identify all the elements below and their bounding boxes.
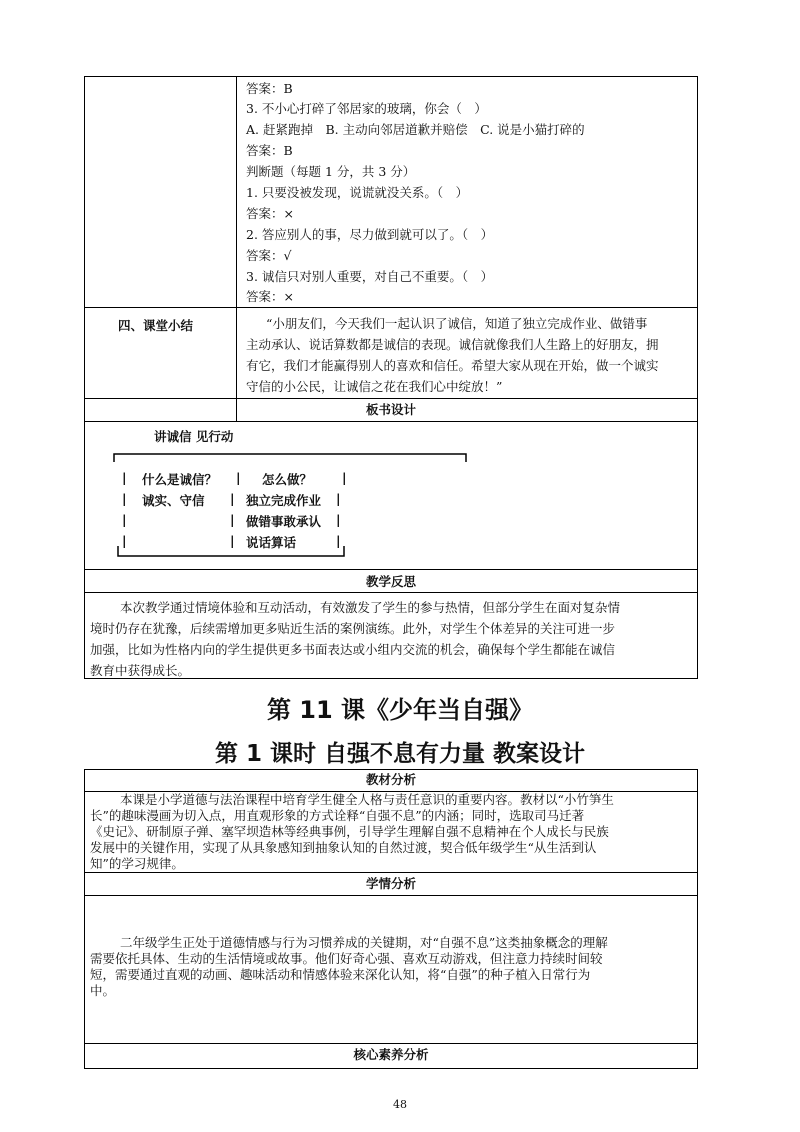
reflection-line: 境时仍存在犹豫，后续需增加更多贴近生活的案例演练。此外，对学生个体差异的关注可进一步: [90, 621, 616, 636]
quiz-line: 2. 答应别人的事，尽力做到就可以了。（ ）: [246, 227, 494, 242]
row-divider-board-header: [84, 398, 698, 399]
page-number: 48: [393, 1098, 407, 1111]
board-bar: |: [236, 470, 241, 485]
quiz-line: 1. 只要没被发现，说谎就没关系。（ ）: [246, 185, 469, 200]
textbook-analysis-line: 长”的趣味漫画为切入点，用直观形象的方式诠释“自强不息”的内涵；同时，选取司马迁著: [90, 808, 585, 823]
reflection-paragraph: [90, 597, 620, 681]
board-bar: |: [230, 533, 235, 548]
quiz-line: 3. 不小心打碎了邻居家的玻璃，你会（ ）: [246, 101, 487, 116]
quiz-line: 判断题（每题 1 分，共 3 分）: [246, 164, 416, 179]
board-bar: |: [122, 512, 127, 527]
board-right-item: 说话算话: [246, 535, 297, 550]
board-right-header: 怎么做？: [262, 472, 313, 487]
quiz-line: 答案：B: [246, 81, 293, 96]
lesson-title: 第 11 课《少年当自强》: [266, 696, 534, 724]
row-divider-summary: [84, 307, 698, 308]
row-divider-core-header: [84, 1043, 698, 1044]
textbook-analysis-line: 本课是小学道德与法治课程中培育学生健全人格与责任意识的重要内容。教材以“小竹笋生: [120, 792, 614, 807]
board-left-item: 什么是诚信？: [142, 472, 218, 487]
reflection-header: 教学反思: [365, 574, 416, 589]
summary-line: 有它，我们才能赢得别人的喜欢和信任。希望大家从现在开始，做一个诚实: [246, 358, 659, 373]
summary-line: 守信的小公民，让诚信之花在我们心中绽放！”: [246, 379, 503, 394]
student-analysis-line: 短，需要通过直观的动画、趣味活动和情感体验来深化认知，将“自强”的种子植入日常行为: [90, 967, 591, 982]
row-divider-board-body: [84, 421, 698, 422]
board-bar: |: [342, 470, 347, 485]
student-analysis-line: 二年级学生正处于道德情感与行为习惯养成的关键期，对“自强不息”这类抽象概念的理解: [120, 935, 608, 950]
row-divider-reflection-header: [84, 569, 698, 570]
board-bar: |: [336, 512, 341, 527]
board-bar: |: [230, 512, 235, 527]
summary-line: 主动承认、说话算数都是诚信的表现。诚信就像我们人生路上的好朋友，拥: [246, 337, 659, 352]
student-analysis-paragraph: [90, 935, 608, 999]
board-bar: |: [336, 533, 341, 548]
board-bar: |: [122, 470, 127, 485]
reflection-line: 本次教学通过情境体验和互动活动，有效激发了学生的参与热情，但部分学生在面对复杂情: [120, 600, 621, 615]
row-divider-student-header: [84, 872, 698, 873]
summary-line: “小朋友们，今天我们一起认识了诚信，知道了独立完成作业、做错事: [266, 316, 648, 331]
quiz-line: A. 赶紧跑掉 B. 主动向邻居道歉并赔偿 C. 说是小猫打碎的: [246, 122, 585, 137]
board-design-header: 板书设计: [365, 402, 416, 417]
textbook-analysis-line: 发展中的关键作用，实现了从具象感知到抽象认知的自然过渡，契合低年级学生“从生活到认: [90, 840, 597, 855]
upper-table-column-divider: [236, 76, 237, 421]
quiz-line: 答案：×: [246, 289, 294, 304]
board-bar: |: [230, 491, 235, 506]
summary-paragraph: [246, 313, 659, 397]
textbook-analysis-line: 知”的学习规律。: [90, 856, 184, 871]
board-right-item: 独立完成作业: [246, 493, 322, 508]
textbook-analysis-line: 《史记》、研制原子弹、塞罕坝造林等经典事例，引导学生理解自强不息精神在个人成长与民族: [90, 824, 609, 839]
summary-label: 四、课堂小结: [118, 318, 194, 333]
student-analysis-line: 中。: [90, 983, 116, 998]
student-analysis-line: 需要依托具体、生动的生活情境或故事。他们好奇心强、喜欢互动游戏，但注意力持续时间较: [90, 951, 603, 966]
quiz-line: 3. 诚信只对别人重要，对自己不重要。（ ）: [246, 269, 494, 284]
quiz-line: 答案：×: [246, 206, 294, 221]
core-literacy-header: 核心素养分析: [353, 1047, 429, 1062]
row-divider-reflection-body: [84, 592, 698, 593]
reflection-line: 教育中获得成长。: [90, 663, 191, 678]
board-bar: |: [122, 533, 127, 548]
board-title: 讲诚信 见行动: [154, 429, 234, 444]
quiz-line: 答案：B: [246, 143, 293, 158]
board-left-item: 诚实、守信: [142, 493, 205, 508]
textbook-analysis-header: 教材分析: [365, 772, 416, 787]
board-bar: |: [336, 491, 341, 506]
quiz-line: 答案：√: [246, 248, 292, 263]
board-right-item: 做错事敢承认: [246, 514, 322, 529]
reflection-line: 加强，比如为性格内向的学生提供更多书面表达或小组内交流的机会，确保每个学生都能在诚信: [90, 642, 616, 657]
board-bar: |: [122, 491, 127, 506]
student-analysis-header: 学情分析: [365, 876, 416, 891]
textbook-analysis-paragraph: [90, 792, 614, 872]
lesson-subtitle: 第 1 课时 自强不息有力量 教案设计: [214, 741, 586, 767]
row-divider-student-body: [84, 895, 698, 896]
